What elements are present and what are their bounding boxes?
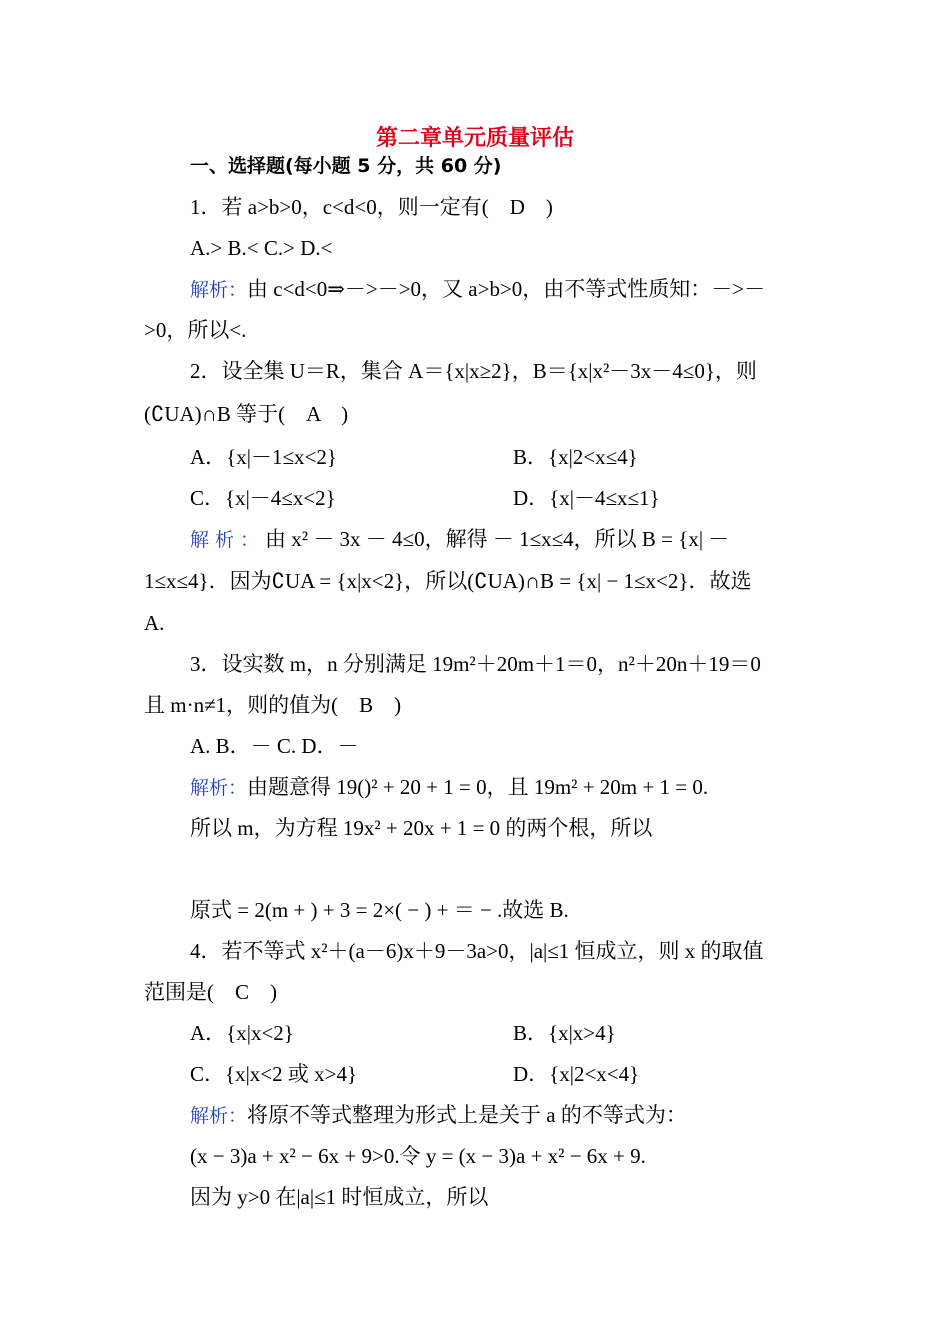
question-1-stem: 1．若 a>b>0，c<d<0，则一定有( D ) (190, 195, 553, 219)
page-title: 第二章单元质量评估 (375, 126, 574, 151)
question-4-solution (190, 1101, 687, 1129)
solution-text: 由 x² － 3x － 4≤0，解得 － 1≤x≤4，所以 B = {x| － (265, 527, 730, 551)
solution-label: 解析： (190, 279, 248, 301)
question-2-solution-end: A. (144, 611, 165, 635)
question-4-stem: 4．若不等式 x²＋(a－6)x＋9－3a>0，|a|≤1 恒成立，则 x 的取值 (190, 939, 764, 963)
question-1-solution-cont: >0，所以<. (144, 318, 247, 342)
question-2-solution-cont: 1≤x≤4}．因为∁UA = {x|x<2}，所以(∁UA)∩B = {x| − 1≤x<2}．故选 (144, 569, 752, 593)
question-3-options: A. B．－ C. D．－ (190, 734, 359, 758)
solution-label: 解析： (190, 1105, 248, 1127)
question-2-option-c: C．{x|－4≤x<2} (190, 486, 336, 510)
solution-label: 解析： (190, 529, 266, 551)
question-4-option-b: B．{x|x>4} (513, 1021, 616, 1045)
solution-label: 解析： (190, 777, 248, 799)
question-2-stem: 2．设全集 U＝R，集合 A＝{x|x≥2}，B＝{x|x²－3x－4≤0}，则 (190, 359, 757, 383)
question-4-solution-line-3: 因为 y>0 在|a|≤1 时恒成立，所以 (190, 1185, 489, 1209)
question-1-solution (190, 275, 765, 303)
solution-text: 由题意得 19()² + 20 + 1 = 0，且 19m² + 20m + 1 = 0. (247, 775, 709, 799)
question-2-stem-cont: (∁UA)∩B 等于( A ) (144, 402, 349, 426)
solution-text: 将原不等式整理为形式上是关于 a 的不等式为： (247, 1103, 687, 1127)
question-3-solution (190, 773, 708, 801)
question-4-option-a: A．{x|x<2} (190, 1021, 294, 1045)
question-2-option-b: B．{x|2<x≤4} (513, 445, 638, 469)
question-4-solution-line-2: (x − 3)a + x² − 6x + 9>0.令 y = (x − 3)a + x² − 6x + 9. (190, 1144, 646, 1168)
question-4-stem-cont: 范围是( C ) (144, 980, 277, 1004)
question-4-option-c: C．{x|x<2 或 x>4} (190, 1062, 358, 1086)
question-3-solution-line-2: 所以 m，为方程 19x² + 20x + 1 = 0 的两个根，所以 (190, 816, 653, 840)
question-2-option-a: A．{x|－1≤x<2} (190, 445, 337, 469)
question-4-option-d: D．{x|2<x<4} (513, 1062, 640, 1086)
question-1-options: A.> B.< C.> D.< (190, 236, 333, 260)
question-3-stem: 3．设实数 m，n 分别满足 19m²＋20m＋1＝0，n²＋20n＋19＝0 (190, 652, 761, 676)
question-2-solution (190, 525, 729, 553)
question-3-solution-line-3: 原式 = 2(m + ) + 3 = 2×( − ) + ＝ − .故选 B. (190, 898, 569, 922)
solution-text: 由 c<d<0⇒－>－>0，又 a>b>0，由不等式性质知：－>－ (247, 277, 766, 301)
question-3-stem-cont: 且 m·n≠1，则的值为( B ) (144, 693, 402, 717)
section-heading: 一、选择题(每小题 5 分，共 60 分) (190, 155, 502, 177)
question-2-option-d: D．{x|－4≤x≤1} (513, 486, 660, 510)
